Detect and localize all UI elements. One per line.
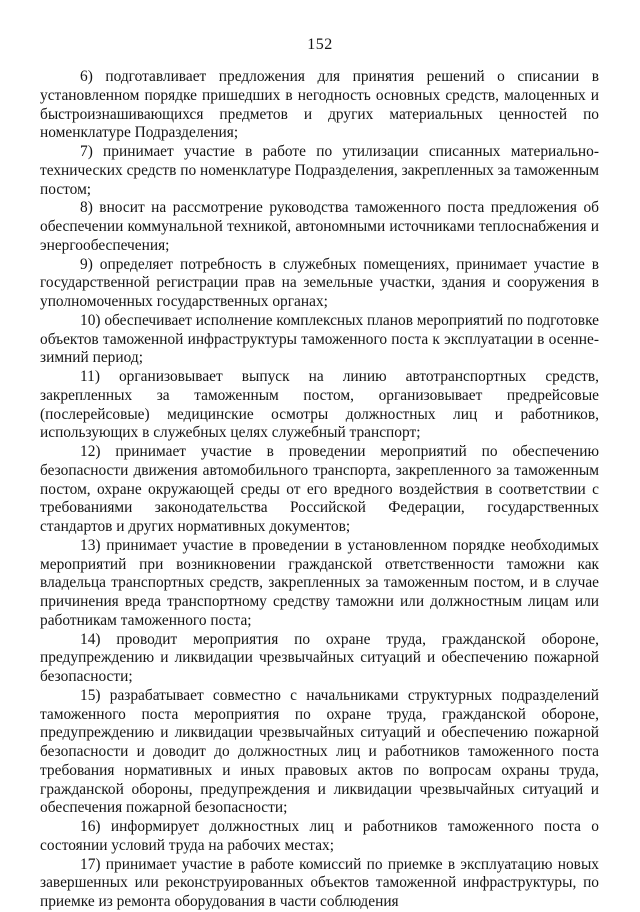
list-item-6: 6) подготавливает предложения для принятия решений о списании в установленном порядке пришедших в негодность основных средств, малоценных и быстроизнашивающихся предметов и других материальных ценностей по номенклатуре Подразделения; bbox=[40, 68, 599, 142]
list-item-15: 15) разрабатывает совместно с начальниками структурных подразделений таможенного поста мероприятия по охране труда, гражданской обороне, предупреждению и ликвидации чрезвычайных ситуаций и обеспечению пожарной безопасности и доводит до должностных лиц и работников таможенного поста требования нормативных и иных правовых актов по вопросам охраны труда, гражданской обороны, предупреждения и ликвидации чрезвычайных ситуаций и обеспечения пожарной безопасности; bbox=[40, 686, 599, 817]
page-number: 152 bbox=[307, 36, 333, 53]
list-item-10: 10) обеспечивает исполнение комплексных планов мероприятий по подготовке объектов таможенной инфраструктуры таможенного поста к эксплуатации в осенне-зимний период; bbox=[40, 311, 599, 367]
list-item-14: 14) проводит мероприятия по охране труда, гражданской обороне, предупреждению и ликвидации чрезвычайных ситуаций и обеспечению пожарной безопасности; bbox=[40, 630, 599, 685]
list-item-12: 12) принимает участие в проведении мероприятий по обеспечению безопасности движения автомобильного транспорта, закрепленного за таможенным постом, охране окружающей среды от его вредного воздействия в соответствии с требованиями законодательства Российской Федерации, государственных стандартов и других нормативных документов; bbox=[40, 443, 599, 535]
document-body bbox=[40, 68, 599, 912]
list-item-8: 8) вносит на рассмотрение руководства таможенного поста предложения об обеспечении коммунальной техникой, автономными источниками теплоснабжения и энергообеспечения; bbox=[40, 199, 599, 254]
list-item-17: 17) принимает участие в работе комиссий по приемке в эксплуатацию новых завершенных или реконструированных объектов таможенной инфраструктуры, по приемке из ремонта оборудования в части соблюдения bbox=[40, 855, 599, 910]
list-item-9: 9) определяет потребность в служебных помещениях, принимает участие в государственной регистрации прав на земельные участки, здания и сооружения в уполномоченных государственных органах; bbox=[40, 255, 599, 310]
list-item-16: 16) информирует должностных лиц и работников таможенного поста о состоянии условий труда на рабочих местах; bbox=[40, 818, 599, 854]
list-item-7: 7) принимает участие в работе по утилизации списанных материально-технических средств по номенклатуре Подразделения, закрепленных за таможенным постом; bbox=[40, 143, 599, 198]
list-item-13: 13) принимает участие в проведении в установленном порядке необходимых мероприятий при возникновении гражданской ответственности таможни как владельца транспортных средств, закрепленных за таможенным постом, и в случае причинения вреда транспортному средству таможни или должностным лицам или работникам таможенного поста; bbox=[40, 536, 599, 629]
list-item-11: 11) организовывает выпуск на линию автотранспортных средств, закрепленных за таможенным постом, организовывает предрейсовые (послерейсовые) медицинские осмотры должностных лиц и работников, использующих в служебных целях служебный транспорт; bbox=[40, 368, 599, 442]
